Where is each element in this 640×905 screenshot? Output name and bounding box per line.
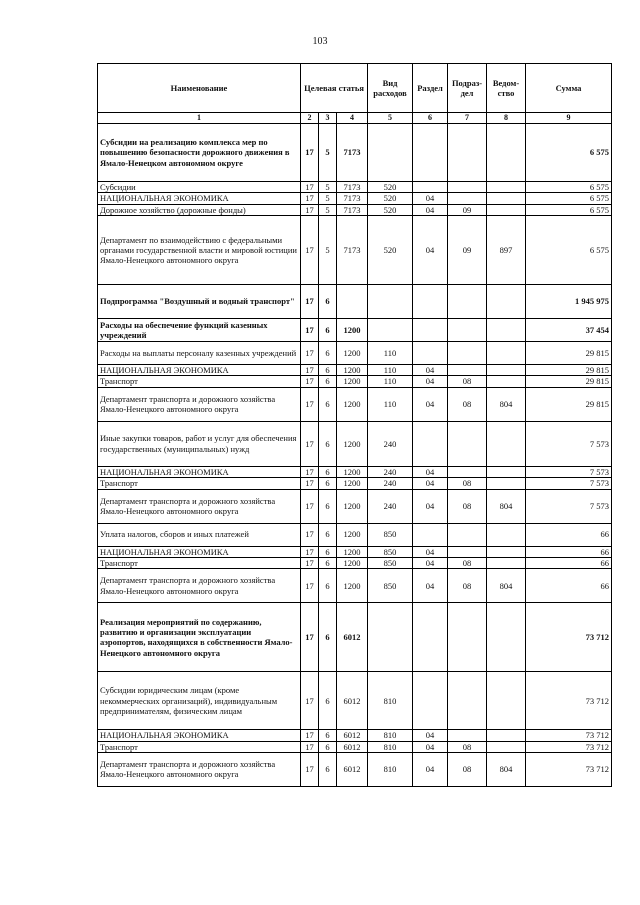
cell-department — [487, 523, 526, 546]
cell-section: 04 — [413, 466, 448, 477]
cell-subprogram: 6 — [319, 376, 337, 387]
cell-section: 04 — [413, 478, 448, 489]
cell-program: 17 — [301, 421, 319, 466]
table-row — [98, 204, 612, 215]
cell-direction — [337, 285, 368, 319]
cell-amount: 6 575 — [526, 193, 612, 204]
column-number: 1 — [98, 113, 301, 124]
cell-program: 17 — [301, 319, 319, 342]
cell-section: 04 — [413, 204, 448, 215]
cell-expense-type: 850 — [368, 523, 413, 546]
cell-subsection — [448, 730, 487, 741]
cell-subprogram: 5 — [319, 204, 337, 215]
cell-program: 17 — [301, 523, 319, 546]
cell-subsection: 08 — [448, 752, 487, 786]
cell-subprogram: 5 — [319, 182, 337, 193]
cell-subsection: 08 — [448, 569, 487, 603]
cell-department — [487, 557, 526, 568]
cell-program: 17 — [301, 285, 319, 319]
cell-expense-type: 520 — [368, 193, 413, 204]
cell-subprogram: 6 — [319, 319, 337, 342]
cell-direction: 1200 — [337, 523, 368, 546]
cell-expense-type: 520 — [368, 216, 413, 285]
cell-subsection — [448, 124, 487, 182]
cell-section — [413, 523, 448, 546]
cell-direction: 7173 — [337, 193, 368, 204]
cell-direction: 1200 — [337, 319, 368, 342]
cell-amount: 29 815 — [526, 376, 612, 387]
table-row — [98, 216, 612, 285]
cell-subprogram: 6 — [319, 285, 337, 319]
cell-amount: 7 573 — [526, 421, 612, 466]
cell-expense-type: 110 — [368, 342, 413, 365]
header-name: Наименование — [98, 64, 301, 113]
cell-subprogram: 6 — [319, 603, 337, 672]
cell-subprogram: 5 — [319, 216, 337, 285]
cell-section: 04 — [413, 569, 448, 603]
cell-expense-type: 110 — [368, 387, 413, 421]
column-number: 6 — [413, 113, 448, 124]
cell-direction: 6012 — [337, 672, 368, 730]
column-number: 2 — [301, 113, 319, 124]
cell-section — [413, 182, 448, 193]
cell-program: 17 — [301, 124, 319, 182]
row-name: Уплата налогов, сборов и иных платежей — [98, 523, 301, 546]
cell-amount: 29 815 — [526, 365, 612, 376]
table-row — [98, 489, 612, 523]
cell-subprogram: 6 — [319, 569, 337, 603]
cell-amount: 7 573 — [526, 489, 612, 523]
cell-department — [487, 376, 526, 387]
cell-amount: 37 454 — [526, 319, 612, 342]
cell-direction: 1200 — [337, 489, 368, 523]
table-row — [98, 741, 612, 752]
cell-direction: 1200 — [337, 421, 368, 466]
cell-direction: 1200 — [337, 376, 368, 387]
cell-department — [487, 466, 526, 477]
cell-expense-type — [368, 124, 413, 182]
table-row — [98, 376, 612, 387]
column-number: 5 — [368, 113, 413, 124]
cell-direction: 6012 — [337, 752, 368, 786]
cell-program: 17 — [301, 741, 319, 752]
cell-subprogram: 6 — [319, 466, 337, 477]
cell-section: 04 — [413, 557, 448, 568]
header-department: Ведом-ство — [487, 64, 526, 113]
row-name: Иные закупки товаров, работ и услуг для обеспечения государственных (муниципальных) нужд — [98, 421, 301, 466]
header-section: Раздел — [413, 64, 448, 113]
cell-department — [487, 182, 526, 193]
cell-program: 17 — [301, 489, 319, 523]
cell-amount: 73 712 — [526, 752, 612, 786]
column-number: 4 — [337, 113, 368, 124]
cell-direction: 6012 — [337, 730, 368, 741]
cell-direction: 7173 — [337, 216, 368, 285]
cell-expense-type: 810 — [368, 752, 413, 786]
cell-section — [413, 124, 448, 182]
row-name: НАЦИОНАЛЬНАЯ ЭКОНОМИКА — [98, 365, 301, 376]
row-name: НАЦИОНАЛЬНАЯ ЭКОНОМИКА — [98, 466, 301, 477]
cell-subprogram: 6 — [319, 546, 337, 557]
cell-program: 17 — [301, 478, 319, 489]
cell-department: 897 — [487, 216, 526, 285]
cell-department: 804 — [487, 489, 526, 523]
table-row — [98, 569, 612, 603]
cell-expense-type: 850 — [368, 546, 413, 557]
cell-amount: 7 573 — [526, 466, 612, 477]
cell-program: 17 — [301, 569, 319, 603]
cell-subsection — [448, 546, 487, 557]
cell-direction: 1200 — [337, 466, 368, 477]
column-number: 9 — [526, 113, 612, 124]
cell-subsection: 09 — [448, 204, 487, 215]
cell-department — [487, 546, 526, 557]
cell-expense-type: 110 — [368, 376, 413, 387]
column-number: 7 — [448, 113, 487, 124]
cell-department — [487, 342, 526, 365]
cell-department — [487, 124, 526, 182]
cell-subsection: 08 — [448, 741, 487, 752]
cell-subsection — [448, 466, 487, 477]
cell-program: 17 — [301, 216, 319, 285]
cell-department — [487, 672, 526, 730]
row-name: Расходы на обеспечение функций казенных учреждений — [98, 319, 301, 342]
cell-direction: 1200 — [337, 569, 368, 603]
cell-direction: 6012 — [337, 741, 368, 752]
cell-department — [487, 741, 526, 752]
budget-table — [97, 63, 612, 787]
table-row — [98, 603, 612, 672]
cell-expense-type: 240 — [368, 421, 413, 466]
cell-department — [487, 285, 526, 319]
table-row — [98, 182, 612, 193]
cell-section: 04 — [413, 193, 448, 204]
header-target: Целевая статья — [301, 64, 368, 113]
cell-amount: 6 575 — [526, 204, 612, 215]
cell-department: 804 — [487, 387, 526, 421]
cell-expense-type — [368, 319, 413, 342]
column-number: 8 — [487, 113, 526, 124]
cell-direction: 6012 — [337, 603, 368, 672]
cell-expense-type: 850 — [368, 557, 413, 568]
cell-subsection: 08 — [448, 376, 487, 387]
row-name: Расходы на выплаты персоналу казенных учреждений — [98, 342, 301, 365]
cell-subsection: 08 — [448, 478, 487, 489]
row-name: Субсидии юридическим лицам (кроме некоммерческих организаций), индивидуальным предпринимателям, физическим лицам — [98, 672, 301, 730]
header-amount: Сумма — [526, 64, 612, 113]
cell-direction: 1200 — [337, 557, 368, 568]
page-number: 103 — [312, 36, 328, 47]
header-row — [98, 64, 612, 113]
table-row — [98, 193, 612, 204]
header-subsection: Подраз-дел — [448, 64, 487, 113]
cell-section — [413, 603, 448, 672]
cell-program: 17 — [301, 730, 319, 741]
cell-subsection: 09 — [448, 216, 487, 285]
table-row — [98, 672, 612, 730]
cell-section: 04 — [413, 387, 448, 421]
cell-subprogram: 6 — [319, 387, 337, 421]
cell-amount: 66 — [526, 523, 612, 546]
table-row — [98, 730, 612, 741]
table-row — [98, 342, 612, 365]
cell-program: 17 — [301, 672, 319, 730]
table-row — [98, 365, 612, 376]
cell-expense-type — [368, 603, 413, 672]
cell-amount: 6 575 — [526, 216, 612, 285]
cell-expense-type: 240 — [368, 466, 413, 477]
cell-subprogram: 6 — [319, 730, 337, 741]
row-name: Департамент транспорта и дорожного хозяйства Ямало-Ненецкого автономного округа — [98, 387, 301, 421]
row-name: Подпрограмма "Воздушный и водный транспорт" — [98, 285, 301, 319]
cell-amount: 66 — [526, 569, 612, 603]
cell-amount: 73 712 — [526, 730, 612, 741]
row-name: Транспорт — [98, 557, 301, 568]
cell-direction: 1200 — [337, 365, 368, 376]
cell-section: 04 — [413, 546, 448, 557]
cell-section — [413, 285, 448, 319]
cell-section: 04 — [413, 489, 448, 523]
cell-subprogram: 5 — [319, 124, 337, 182]
cell-department — [487, 319, 526, 342]
cell-program: 17 — [301, 752, 319, 786]
cell-expense-type: 810 — [368, 672, 413, 730]
header-expense-type: Вид расходов — [368, 64, 413, 113]
cell-amount: 73 712 — [526, 603, 612, 672]
cell-subsection — [448, 672, 487, 730]
cell-subsection — [448, 365, 487, 376]
cell-program: 17 — [301, 603, 319, 672]
column-number-row — [98, 113, 612, 124]
cell-amount: 29 815 — [526, 342, 612, 365]
cell-amount: 1 945 975 — [526, 285, 612, 319]
row-name: Транспорт — [98, 741, 301, 752]
table-row — [98, 285, 612, 319]
cell-department — [487, 365, 526, 376]
cell-expense-type: 520 — [368, 204, 413, 215]
cell-expense-type: 810 — [368, 730, 413, 741]
row-name: Департамент транспорта и дорожного хозяйства Ямало-Ненецкого автономного округа — [98, 489, 301, 523]
cell-section — [413, 319, 448, 342]
cell-subsection: 08 — [448, 387, 487, 421]
cell-program: 17 — [301, 342, 319, 365]
row-name: Дорожное хозяйство (дорожные фонды) — [98, 204, 301, 215]
cell-subsection — [448, 182, 487, 193]
table-row — [98, 557, 612, 568]
cell-expense-type: 110 — [368, 365, 413, 376]
cell-section: 04 — [413, 365, 448, 376]
cell-subsection — [448, 193, 487, 204]
cell-section: 04 — [413, 752, 448, 786]
cell-subprogram: 6 — [319, 478, 337, 489]
row-name: НАЦИОНАЛЬНАЯ ЭКОНОМИКА — [98, 193, 301, 204]
table-row — [98, 124, 612, 182]
cell-subprogram: 6 — [319, 741, 337, 752]
cell-direction: 1200 — [337, 342, 368, 365]
cell-subprogram: 6 — [319, 365, 337, 376]
cell-subprogram: 6 — [319, 672, 337, 730]
cell-department — [487, 421, 526, 466]
cell-direction: 7173 — [337, 204, 368, 215]
cell-section: 04 — [413, 741, 448, 752]
table-row — [98, 546, 612, 557]
row-name: Реализация мероприятий по содержанию, развитию и организации эксплуатации аэропортов, находящихся в собственности Ямало-Ненецкого автономного округа — [98, 603, 301, 672]
cell-subprogram: 6 — [319, 752, 337, 786]
table-row — [98, 319, 612, 342]
cell-department — [487, 730, 526, 741]
cell-amount: 6 575 — [526, 124, 612, 182]
cell-amount: 73 712 — [526, 741, 612, 752]
table-row — [98, 478, 612, 489]
cell-subsection — [448, 603, 487, 672]
cell-subsection — [448, 319, 487, 342]
row-name: Субсидии — [98, 182, 301, 193]
row-name: НАЦИОНАЛЬНАЯ ЭКОНОМИКА — [98, 546, 301, 557]
cell-subprogram: 6 — [319, 557, 337, 568]
cell-subprogram: 6 — [319, 523, 337, 546]
cell-section — [413, 421, 448, 466]
cell-department: 804 — [487, 752, 526, 786]
table-row — [98, 523, 612, 546]
cell-program: 17 — [301, 546, 319, 557]
cell-subsection — [448, 285, 487, 319]
row-name: Транспорт — [98, 478, 301, 489]
cell-direction: 7173 — [337, 124, 368, 182]
cell-amount: 66 — [526, 557, 612, 568]
cell-subsection — [448, 421, 487, 466]
column-number: 3 — [319, 113, 337, 124]
cell-department — [487, 204, 526, 215]
cell-amount: 66 — [526, 546, 612, 557]
cell-expense-type — [368, 285, 413, 319]
cell-subsection: 08 — [448, 557, 487, 568]
cell-amount: 6 575 — [526, 182, 612, 193]
table-row — [98, 421, 612, 466]
row-name: НАЦИОНАЛЬНАЯ ЭКОНОМИКА — [98, 730, 301, 741]
cell-expense-type: 240 — [368, 478, 413, 489]
cell-expense-type: 810 — [368, 741, 413, 752]
cell-subprogram: 6 — [319, 421, 337, 466]
cell-section — [413, 342, 448, 365]
cell-subsection — [448, 523, 487, 546]
cell-amount: 73 712 — [526, 672, 612, 730]
cell-direction: 1200 — [337, 387, 368, 421]
cell-department — [487, 193, 526, 204]
table-row — [98, 466, 612, 477]
cell-program: 17 — [301, 387, 319, 421]
cell-department — [487, 478, 526, 489]
cell-direction: 1200 — [337, 478, 368, 489]
cell-subsection: 08 — [448, 489, 487, 523]
row-name: Транспорт — [98, 376, 301, 387]
row-name: Департамент по взаимодействию с федеральными органами государственной власти и мировой юстиции Ямало-Ненецкого автономного округа — [98, 216, 301, 285]
cell-section — [413, 672, 448, 730]
cell-expense-type: 520 — [368, 182, 413, 193]
cell-direction: 7173 — [337, 182, 368, 193]
cell-subprogram: 6 — [319, 342, 337, 365]
cell-department — [487, 603, 526, 672]
cell-program: 17 — [301, 466, 319, 477]
table-row — [98, 387, 612, 421]
cell-expense-type: 240 — [368, 489, 413, 523]
cell-amount: 29 815 — [526, 387, 612, 421]
cell-subprogram: 6 — [319, 489, 337, 523]
cell-expense-type: 850 — [368, 569, 413, 603]
row-name: Субсидии на реализацию комплекса мер по повышению безопасности дорожного движения в Ямало-Ненецком автономном округе — [98, 124, 301, 182]
cell-section: 04 — [413, 216, 448, 285]
row-name: Департамент транспорта и дорожного хозяйства Ямало-Ненецкого автономного округа — [98, 752, 301, 786]
table-row — [98, 752, 612, 786]
cell-subprogram: 5 — [319, 193, 337, 204]
cell-section: 04 — [413, 376, 448, 387]
cell-subsection — [448, 342, 487, 365]
cell-department: 804 — [487, 569, 526, 603]
cell-program: 17 — [301, 193, 319, 204]
cell-amount: 7 573 — [526, 478, 612, 489]
cell-program: 17 — [301, 182, 319, 193]
cell-section: 04 — [413, 730, 448, 741]
cell-program: 17 — [301, 365, 319, 376]
cell-direction: 1200 — [337, 546, 368, 557]
cell-program: 17 — [301, 204, 319, 215]
cell-program: 17 — [301, 376, 319, 387]
row-name: Департамент транспорта и дорожного хозяйства Ямало-Ненецкого автономного округа — [98, 569, 301, 603]
cell-program: 17 — [301, 557, 319, 568]
